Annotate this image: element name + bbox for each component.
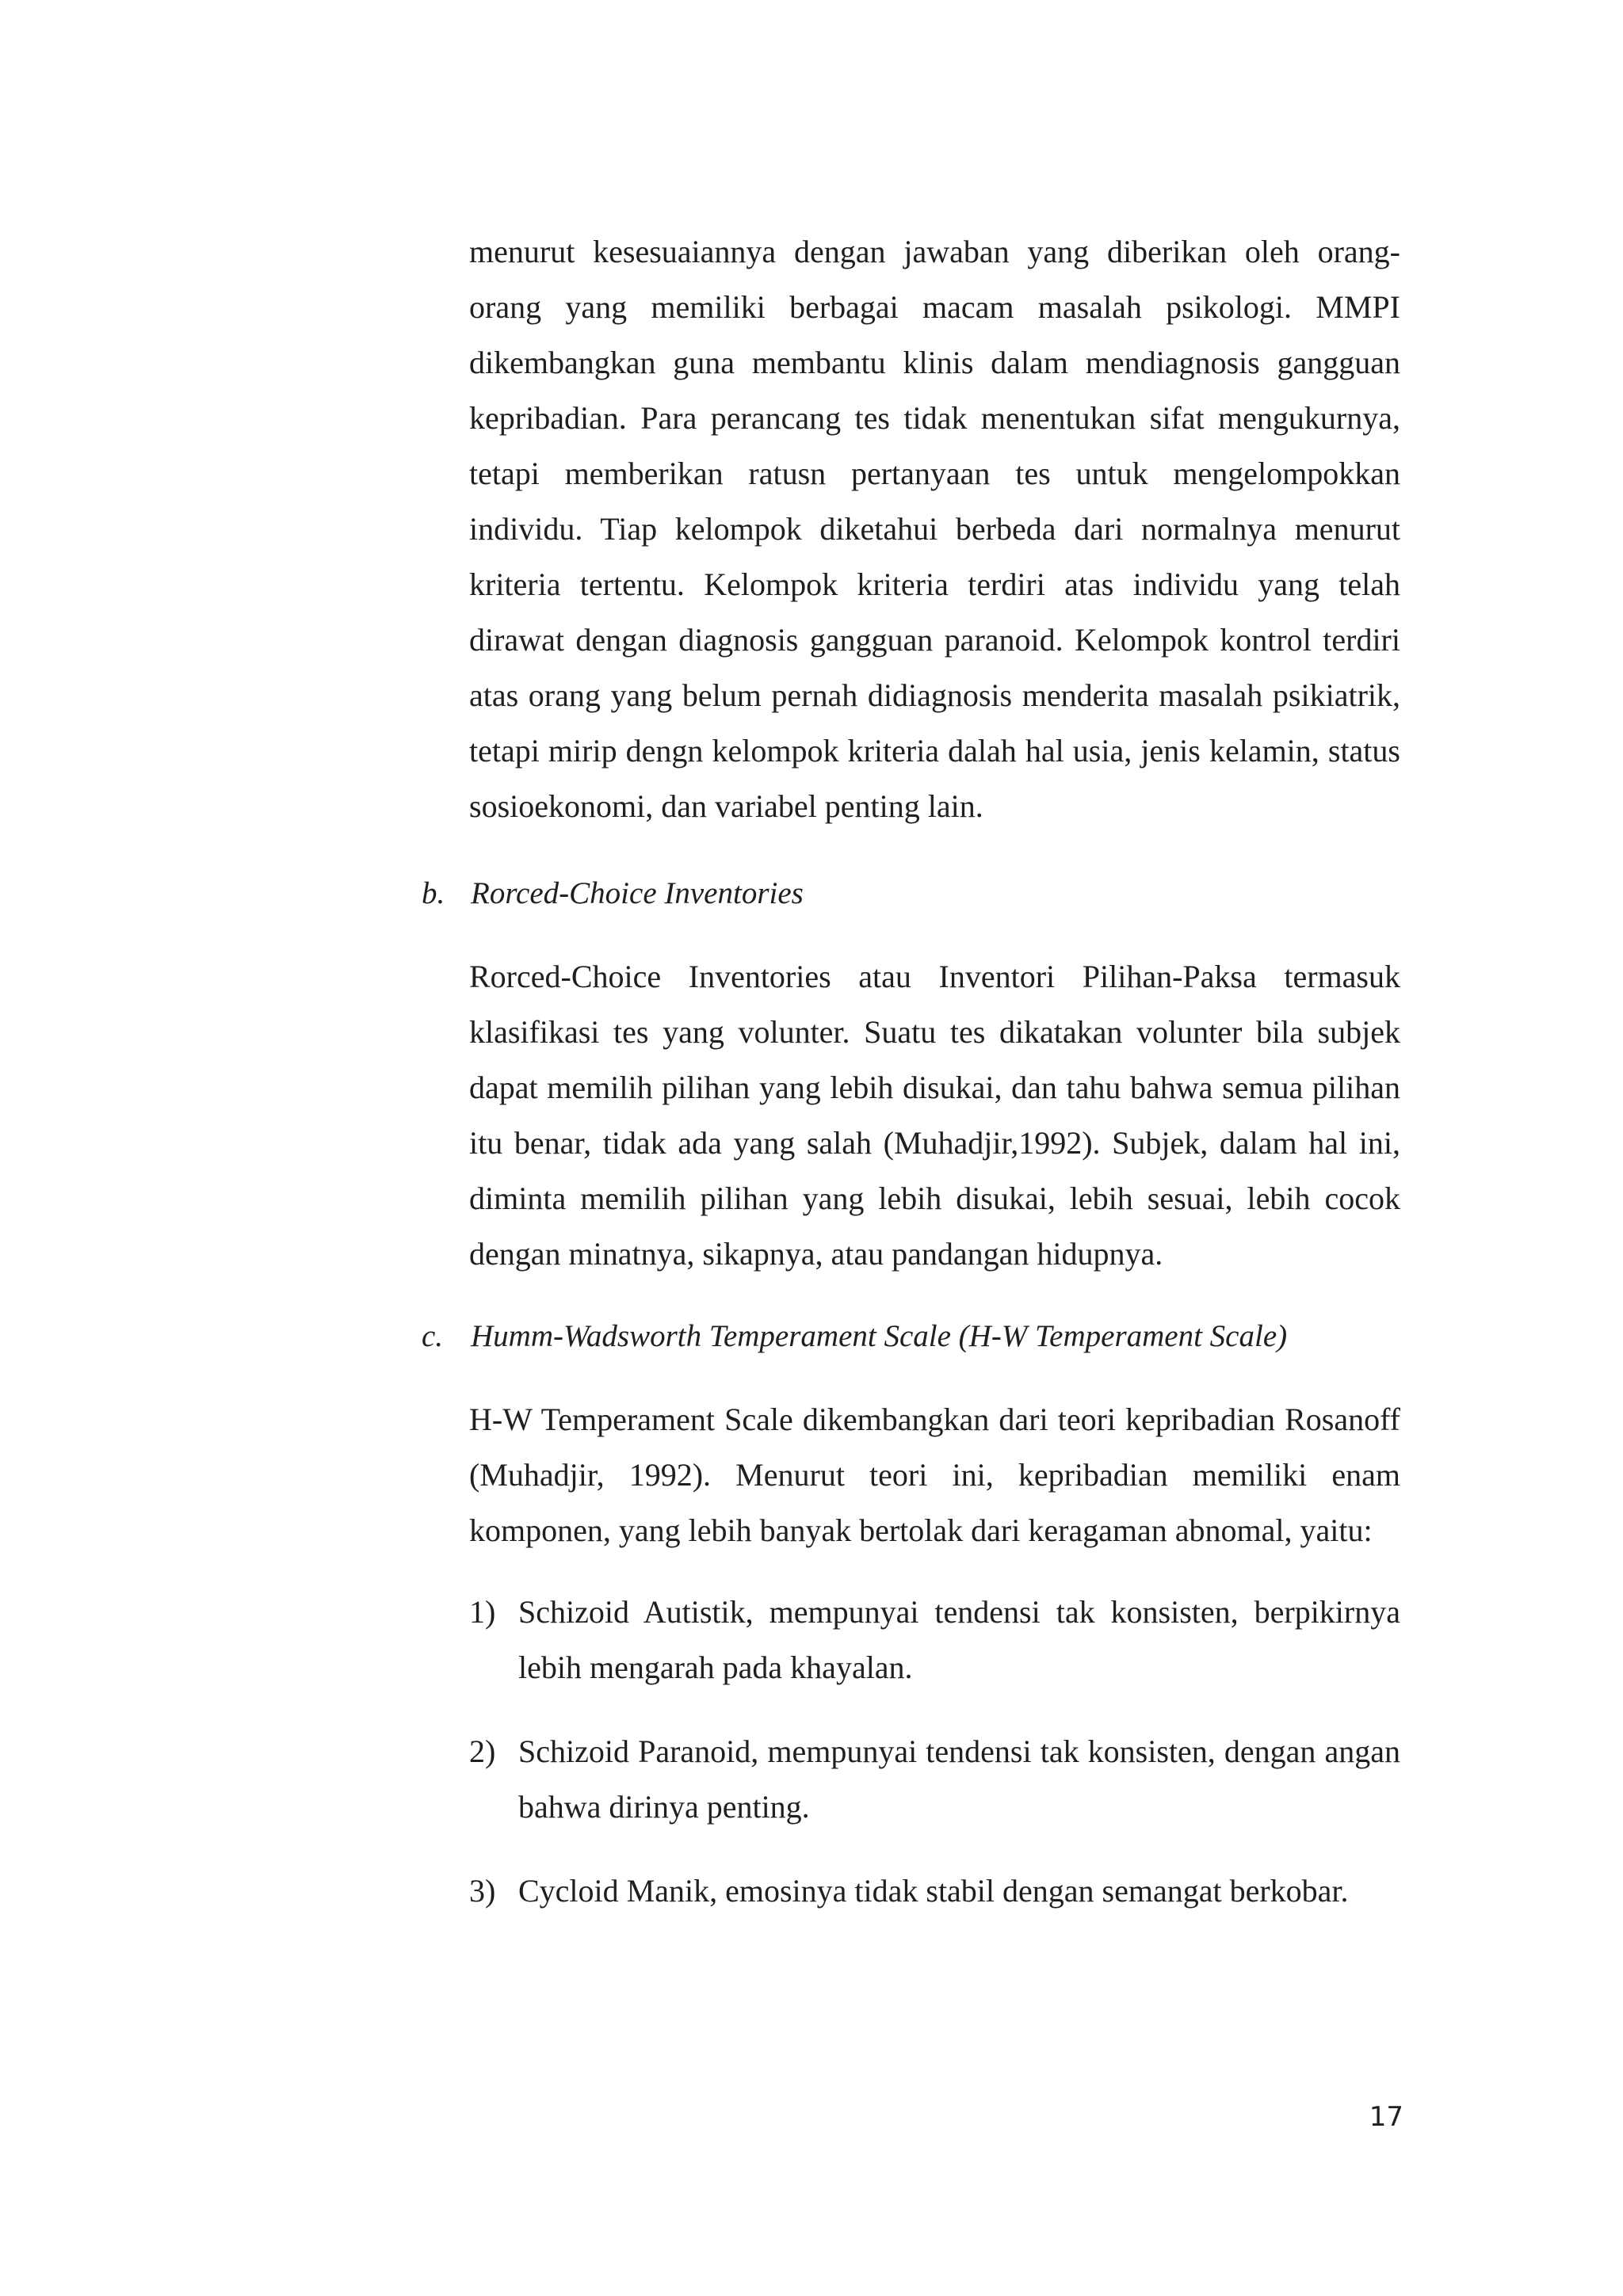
list-item-text: Schizoid Autistik, mempunyai tendensi tak konsisten, berpikirnya lebih mengarah pada khayalan. <box>518 1594 1400 1685</box>
page-number: 17 <box>1369 2101 1403 2133</box>
heading-marker: c. <box>422 1319 444 1353</box>
heading-title: Humm-Wadsworth Temperament Scale (H-W Temperament Scale) <box>471 1319 1288 1353</box>
list-item-number: 1) <box>469 1594 496 1630</box>
paragraph-rorced-choice: Rorced-Choice Inventories atau Inventori Pilihan-Paksa termasuk klasifikasi tes yang volunter. Suatu tes dikatakan volunter bila subjek dapat memilih pilihan yang lebih disukai, dan tahu bahwa semua pilihan itu benar, tidak ada yang salah (Muhadjir,1992). Subjek, dalam hal ini, diminta memilih pilihan yang lebih disukai, lebih sesuai, lebih cocok dengan minatnya, sikapnya, atau pandangan hidupnya. <box>469 959 1400 1272</box>
list-item-text: Schizoid Paranoid, mempunyai tendensi tak konsisten, dengan angan bahwa dirinya penting. <box>518 1733 1400 1825</box>
list-item <box>469 1863 1400 1919</box>
list-item-text: Cycloid Manik, emosinya tidak stabil dengan semangat berkobar. <box>518 1873 1349 1909</box>
list-item <box>469 1724 1400 1835</box>
heading-marker: b. <box>422 876 445 910</box>
paragraph-hw-scale: H-W Temperament Scale dikembangkan dari teori kepribadian Rosanoff (Muhadjir, 1992). Menurut teori ini, kepribadian memiliki enam komponen, yang lebih banyak bertolak dari keragaman abnomal, yaitu: <box>469 1402 1400 1548</box>
heading-title: Rorced-Choice Inventories <box>471 876 804 910</box>
list-item-number: 2) <box>469 1733 496 1769</box>
list-item-number: 3) <box>469 1873 496 1909</box>
paragraph-mmpi-continuation: menurut kesesuaiannya dengan jawaban yang diberikan oleh orang-orang yang memiliki berbagai macam masalah psikologi. MMPI dikembangkan guna membantu klinis dalam mendiagnosis gangguan kepribadian. Para perancang tes tidak menentukan sifat mengukurnya, tetapi memberikan ratusn pertanyaan tes untuk mengelompokkan individu. Tiap kelompok diketahui berbeda dari normalnya menurut kriteria tertentu. Kelompok kriteria terdiri atas individu yang telah dirawat dengan diagnosis gangguan paranoid. Kelompok kontrol terdiri atas orang yang belum pernah didiagnosis menderita masalah psikiatrik, tetapi mirip dengn kelompok kriteria dalah hal usia, jenis kelamin, status sosioekonomi, dan variabel penting lain. <box>469 234 1400 824</box>
list-item <box>469 1585 1400 1695</box>
